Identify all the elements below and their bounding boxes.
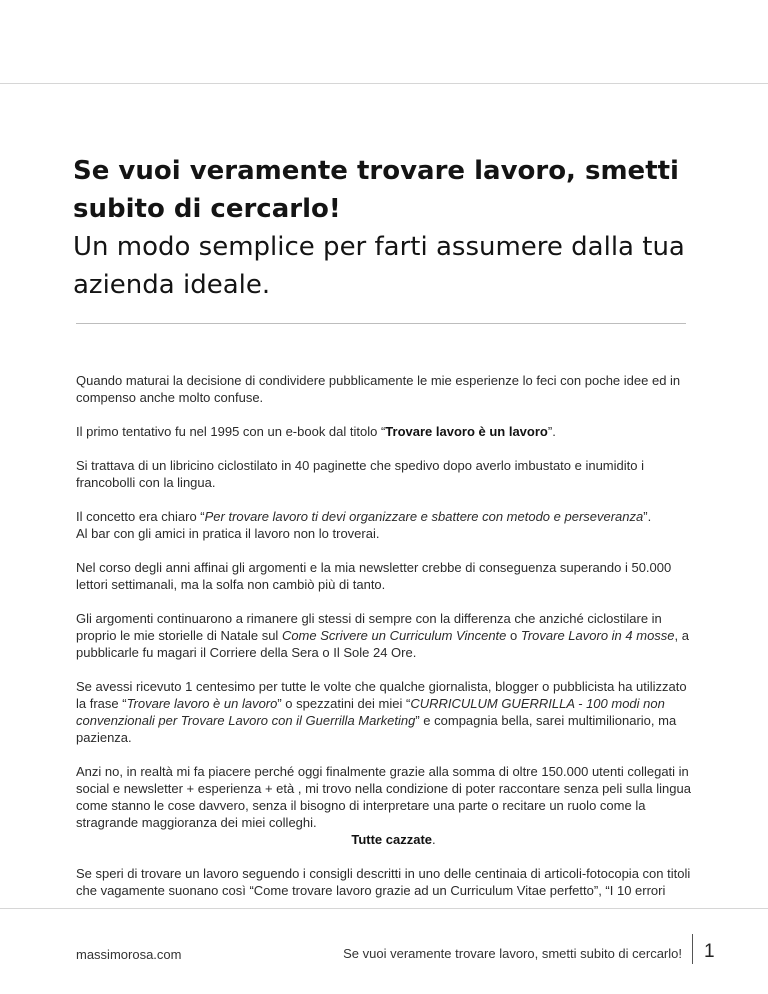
page-number: 1 — [704, 941, 715, 962]
text: o — [506, 628, 521, 643]
paragraph-9: Se speri di trovare un lavoro seguendo i consigli descritti in uno delle centinaia di articoli-fotocopia con titoli che vagamente suonano così “Come trovare lavoro grazie ad un Curriculum Vitae perfetto”, “I 10 errori — [76, 866, 691, 898]
text: . — [432, 832, 436, 847]
footer-site: massimorosa.com — [76, 947, 182, 962]
text: Gli argomenti continuarono a rimanere gli stessi di sempre con la differenza che anziché ciclostilare in proprio le mie storielle di Natale sul — [76, 611, 662, 643]
page-subtitle: Un modo semplice per farti assumere dalla tua azienda ideale. — [73, 232, 685, 300]
text: Al bar con gli amici in pratica il lavoro non lo troverai. — [76, 526, 380, 541]
top-divider — [0, 83, 768, 84]
text: Anzi no, in realtà mi fa piacere perché oggi finalmente grazie alla somma di oltre 150.000 utenti collegati in social e newsletter + esperienza + età , mi trovo nella condizione di poter raccontare senza peli sulla lingua come stanno le cose davvero, senza il bisogno di interpretare una parte o recitare un ruolo come la stragrande maggioranza dei miei colleghi. — [76, 764, 691, 830]
paragraph-5: Nel corso degli anni affinai gli argomenti e la mia newsletter crebbe di conseguenza superando i 50.000 lettori settimanali, ma la solfa non cambiò più di tanto. — [76, 560, 672, 592]
footer-title: Se vuoi veramente trovare lavoro, smetti subito di cercarlo! — [343, 946, 682, 961]
paragraph-6 — [76, 610, 696, 661]
quote: Trovare lavoro è un lavoro — [126, 696, 278, 711]
paragraph-2 — [76, 423, 696, 440]
quote: Per trovare lavoro ti devi organizzare e sbattere con metodo e perseveranza — [204, 509, 644, 524]
text: Il primo tentativo fu nel 1995 con un e-book dal titolo “ — [76, 424, 386, 439]
text: Se avessi ricevuto 1 centesimo per tutte le volte che qualche giornalista, blogger o pubblicista ha utilizzato la frase “ — [76, 679, 687, 711]
paragraph-4 — [76, 508, 696, 542]
footer-separator — [692, 934, 693, 964]
title-divider — [76, 323, 686, 324]
paragraph-1: Quando maturai la decisione di condividere pubblicamente le mie esperienze lo feci con poche idee ed in compenso anche molto confuse. — [76, 373, 681, 405]
book-title: CURRICULUM GUERRILLA - 100 modi non convenzionali per Trovare Lavoro con il Guerrilla Marketing — [76, 696, 665, 728]
page-title: Se vuoi veramente trovare lavoro, smetti subito di cercarlo! — [73, 156, 679, 224]
emphasis-line — [76, 831, 696, 848]
emphasis: Tutte cazzate — [351, 832, 433, 847]
text: ”. — [643, 509, 652, 524]
book-title: Come Scrivere un Curriculum Vincente — [281, 628, 507, 643]
text: Il concetto era chiaro “ — [76, 509, 205, 524]
ebook-title: Trovare lavoro è un lavoro — [385, 424, 548, 439]
paragraph-8 — [76, 763, 696, 848]
paragraph-3: Si trattava di un libricino ciclostilato in 40 paginette che spedivo dopo averlo imbustato e inumidito i francobolli con la lingua. — [76, 458, 644, 490]
text: ”. — [547, 424, 556, 439]
article-body — [76, 372, 696, 916]
text: ” e compagnia bella, sarei multimilionario, ma pazienza. — [76, 713, 677, 745]
text: , a pubblicarle fu magari il Corriere della Sera o Il Sole 24 Ore. — [76, 628, 690, 660]
paragraph-7 — [76, 678, 696, 746]
book-title: Trovare Lavoro in 4 mosse — [520, 628, 675, 643]
text: ” o spezzatini dei miei “ — [277, 696, 411, 711]
footer-divider — [0, 908, 768, 909]
